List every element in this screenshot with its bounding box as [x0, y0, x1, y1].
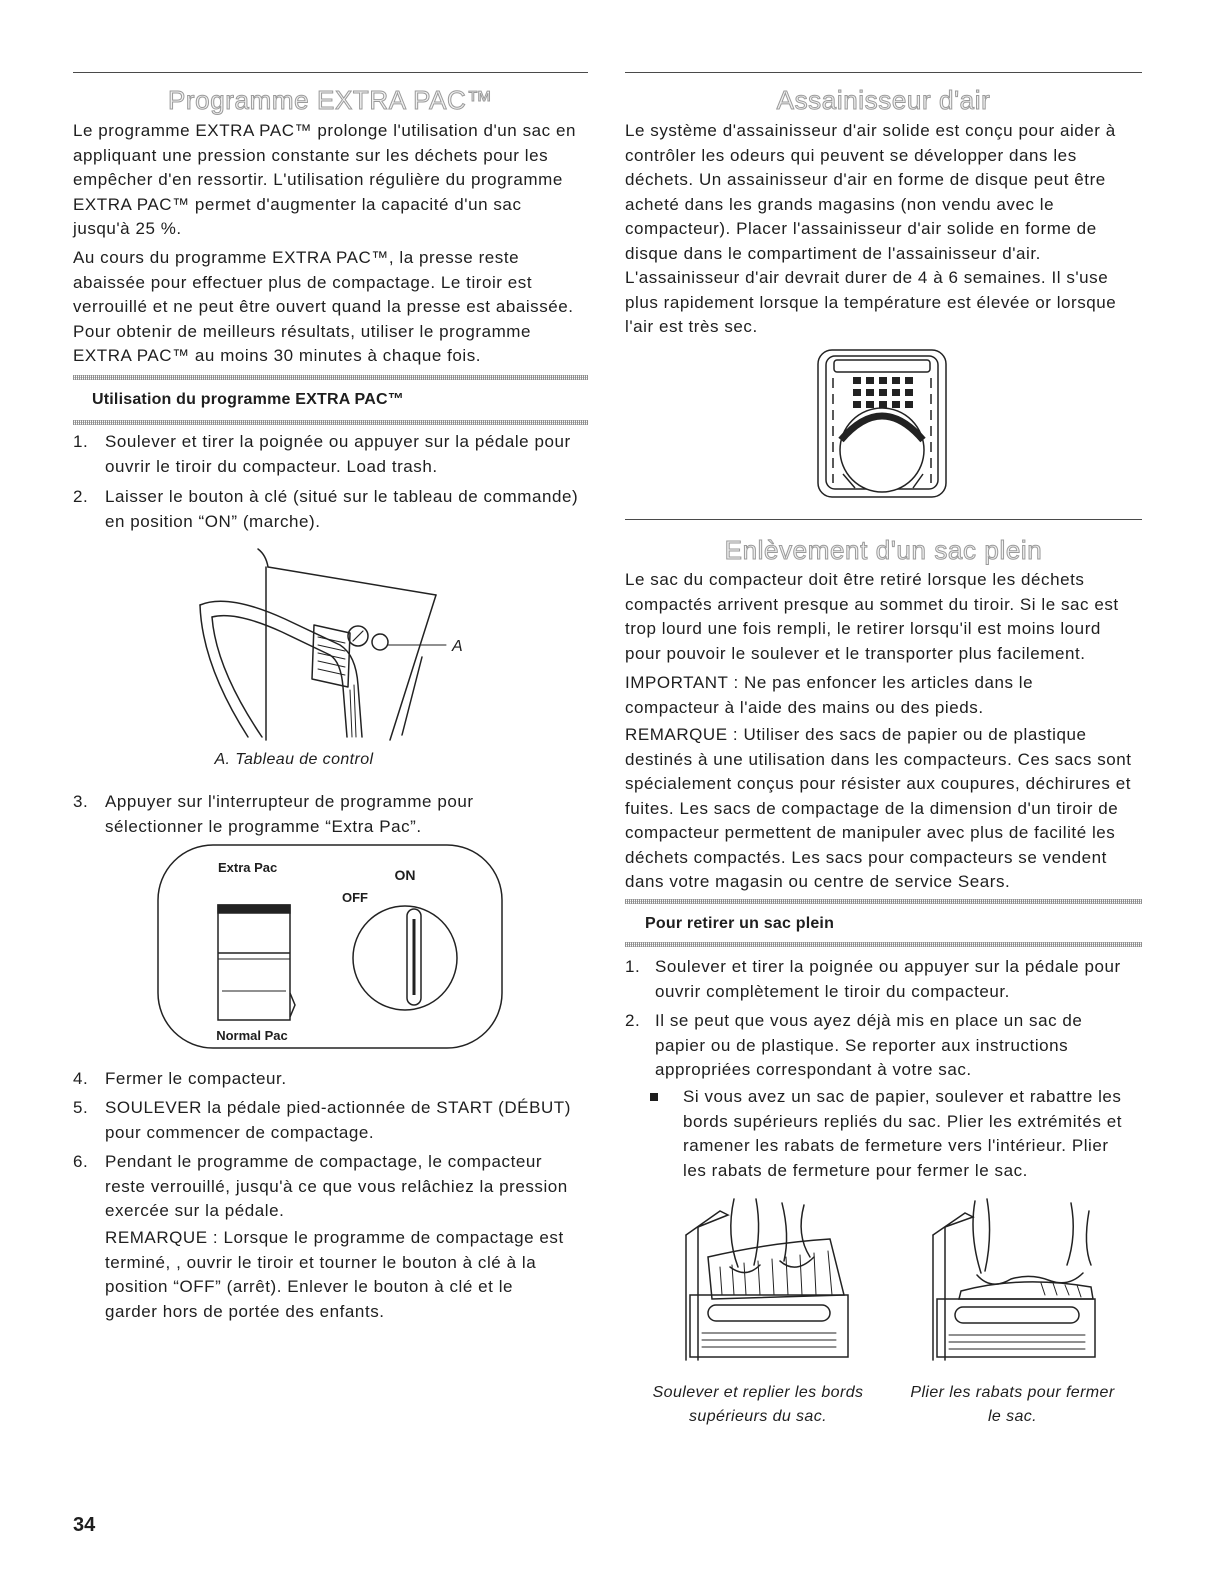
bag-removal-title: Enlèvement d'un sac plein	[724, 535, 1043, 565]
drawer-post	[933, 1227, 945, 1360]
air-freshener-illustration	[815, 348, 950, 500]
right-arm	[1067, 1203, 1091, 1265]
label-a: A	[452, 638, 463, 655]
bullet-square	[650, 1093, 658, 1101]
step-text: Il se peut que vous ayez déjà mis en place un sac de papier ou de plastique. Se reporter aux instructions appropriées correspondant à votre sac.	[655, 1011, 1083, 1079]
drawer-lines	[702, 1333, 836, 1347]
step-number: 2.	[625, 1011, 641, 1030]
lift-bag-illustration	[668, 1195, 853, 1365]
panel-right-edge	[390, 595, 436, 740]
compartment-top-bar	[834, 360, 930, 372]
program-switch-illustration	[155, 843, 505, 1053]
step-number: 1.	[625, 957, 641, 976]
air-freshener-figure	[815, 348, 950, 500]
step-number: 2.	[73, 487, 89, 506]
left-arm	[973, 1199, 990, 1273]
bag-subheading-hatch-bottom	[625, 942, 1142, 947]
step-text: SOULEVER la pédale pied-actionnée de START (DÉBUT) pour commencer de compactage.	[105, 1098, 571, 1142]
fold-bag-illustration	[921, 1195, 1101, 1365]
fold-bag-caption: Plier les rabats pour fermer le sac.	[910, 1384, 1115, 1425]
bag-removal-important: IMPORTANT : Ne pas enfoncer les articles dans le compacteur à l'aide des mains ou des pieds.	[625, 673, 1034, 717]
control-panel-caption: A. Tableau de control	[214, 751, 374, 768]
step-text: Appuyer sur l'interrupteur de programme pour sélectionner le programme “Extra Pac”.	[105, 792, 474, 836]
control-panel-illustration	[190, 545, 470, 745]
right-step-2	[625, 1009, 1082, 1083]
left-step-5	[73, 1096, 571, 1145]
left-top-rule	[73, 72, 588, 73]
handle-left-outer	[200, 605, 248, 737]
subheading-hatch-top	[73, 375, 588, 380]
off-label: OFF	[342, 890, 368, 905]
extra-pac-details: Au cours du programme EXTRA PAC™, la presse reste abaissée pour effectuer plus de compactage. Le tiroir est verrouillé et ne peut être ouvert quand la presse est abaissée. Pour obtenir de meilleurs résultats, utiliser le programme EXTRA PAC™ au moins 30 minutes à chaque fois.	[73, 248, 574, 365]
rocker-switch	[218, 905, 290, 1020]
lift-bag-caption: Soulever et replier les bords supérieurs du sac.	[652, 1384, 864, 1425]
left-step-2	[73, 485, 578, 534]
indicator-circle	[372, 634, 388, 650]
drawer-lines	[949, 1335, 1085, 1349]
left-step-6	[73, 1150, 568, 1224]
step-text: Laisser le bouton à clé (situé sur le tableau de commande) en position “ON” (marche).	[105, 487, 579, 531]
step-number: 4.	[73, 1069, 89, 1088]
panel-top-curl	[258, 549, 268, 567]
extra-pac-label: Extra Pac	[218, 860, 278, 875]
paper-bag	[708, 1239, 844, 1299]
key-slot	[353, 631, 363, 641]
bag-removal-intro: Le sac du compacteur doit être retiré lorsque les déchets compactés arrivent presque au sommet du tiroir. Si le sac est trop lourd une fois rempli, le retirer lorsqu'il est moins lourd pour pouvoir le soulever et le transporter plus facilement.	[625, 570, 1119, 663]
step-text: Soulever et tirer la poignée ou appuyer sur la pédale pour ouvrir complètement le tiroir du compacteur.	[655, 957, 1121, 1001]
panel-top-edge	[268, 567, 436, 595]
air-freshener-text: Le système d'assainisseur d'air solide est conçu pour aider à contrôler les odeurs qui peuvent se développer dans les déchets. Un assainisseur d'air en forme de disque peut être acheté dans les grands magasins (non vendu avec le compacteur). Placer l'assainisseur d'air solide en forme de disque dans le compartiment de l'assainisseur d'air. L'assainisseur d'air devrait durer de 4 à 6 semaines. Il s'use plus rapidement lorsque la température est élevée or lorsque l'air est très sec.	[625, 121, 1117, 336]
bag-removal-note: REMARQUE : Utiliser des sacs de papier ou de plastique destinés à une utilisation dans les compacteurs. Ces sacs sont spécialement conçus pour résister aux coupures, déchirures et fuites. Les sacs de compactage de la dimension d'un tiroir de compacteur permettent de manipuler avec plus de facilité les déchets compactés. Les sacs pour compacteurs se vendent dans votre magasin ou centre de service Sears.	[625, 725, 1132, 891]
bag-subheading-hatch-top	[625, 899, 1142, 904]
step-text: Fermer le compacteur.	[105, 1069, 287, 1088]
right-top-rule	[625, 72, 1142, 73]
step-number: 6.	[73, 1152, 89, 1171]
handle-inner-edge	[212, 616, 347, 737]
page-number: 34	[73, 1514, 96, 1536]
key-dial	[353, 906, 457, 1010]
lift-bag-figure	[668, 1195, 853, 1365]
vent-grille-slats	[318, 637, 345, 675]
compartment-vent-grid	[853, 377, 913, 408]
extra-pac-title: Programme EXTRA PAC™	[167, 85, 494, 115]
rocker-switch-top	[218, 905, 290, 913]
step-number: 5.	[73, 1098, 89, 1117]
paper-bag-bullet	[650, 1085, 1122, 1183]
right-step-1	[625, 955, 1121, 1004]
fold-bag-figure	[921, 1195, 1101, 1365]
left-step-1	[73, 430, 571, 479]
step-number: 3.	[73, 792, 89, 811]
left-note: REMARQUE : Lorsque le programme de compactage est terminé, , ouvrir le tiroir et tourner le bouton à clé à la position “OFF” (arrêt). Enlever le bouton à clé et le garder hors de portée des enfants.	[105, 1228, 564, 1321]
handle-hatching	[350, 685, 356, 737]
on-label: ON	[394, 867, 416, 883]
subheading-hatch-bottom	[73, 420, 588, 425]
folded-bag-top	[959, 1282, 1093, 1299]
freshener-disc	[840, 408, 924, 492]
extra-pac-intro: Le programme EXTRA PAC™ prolonge l'utilisation d'un sac en appliquant une pression constante sur les déchets pour les empêcher d'en ressortir. L'utilisation régulière du programme EXTRA PAC™ permet d'augmenter la capacité d'un sac jusqu'à 25 %.	[73, 121, 576, 238]
right-middle-rule	[625, 519, 1142, 520]
extra-pac-subheading: Utilisation du programme EXTRA PAC™	[92, 391, 404, 408]
step-text: Pendant le programme de compactage, le compacteur reste verrouillé, jusqu'à ce que vous relâchiez la pression exercée sur la pédale.	[105, 1152, 568, 1220]
drawer-lid-corner	[933, 1213, 973, 1235]
program-switch-figure	[155, 843, 505, 1053]
air-freshener-title: Assainisseur d'air	[776, 85, 991, 115]
drawer-lid-corner	[686, 1211, 728, 1235]
switch-panel-outline	[158, 845, 502, 1048]
bullet-text: Si vous avez un sac de papier, soulever et rabattre les bords supérieurs repliés du sac. Plier les extrémités et ramener les rabats de fermeture vers l'intérieur. Plier les rabats de fermeture pour fermer le sac.	[683, 1087, 1122, 1180]
left-arm	[731, 1199, 759, 1267]
bag-folds	[720, 1251, 832, 1295]
right-arm	[782, 1203, 810, 1261]
drawer-handle	[708, 1305, 830, 1321]
left-step-3	[73, 790, 474, 839]
bag-removal-subheading: Pour retirer un sac plein	[645, 915, 835, 932]
step-text: Soulever et tirer la poignée ou appuyer sur la pédale pour ouvrir le tiroir du compacteur. Load trash.	[105, 432, 571, 476]
drawer-handle	[955, 1307, 1079, 1323]
left-step-4	[73, 1067, 287, 1092]
control-panel-figure	[190, 545, 470, 745]
step-number: 1.	[73, 432, 89, 451]
normal-pac-label: Normal Pac	[216, 1028, 288, 1043]
drawer-post	[686, 1227, 698, 1360]
